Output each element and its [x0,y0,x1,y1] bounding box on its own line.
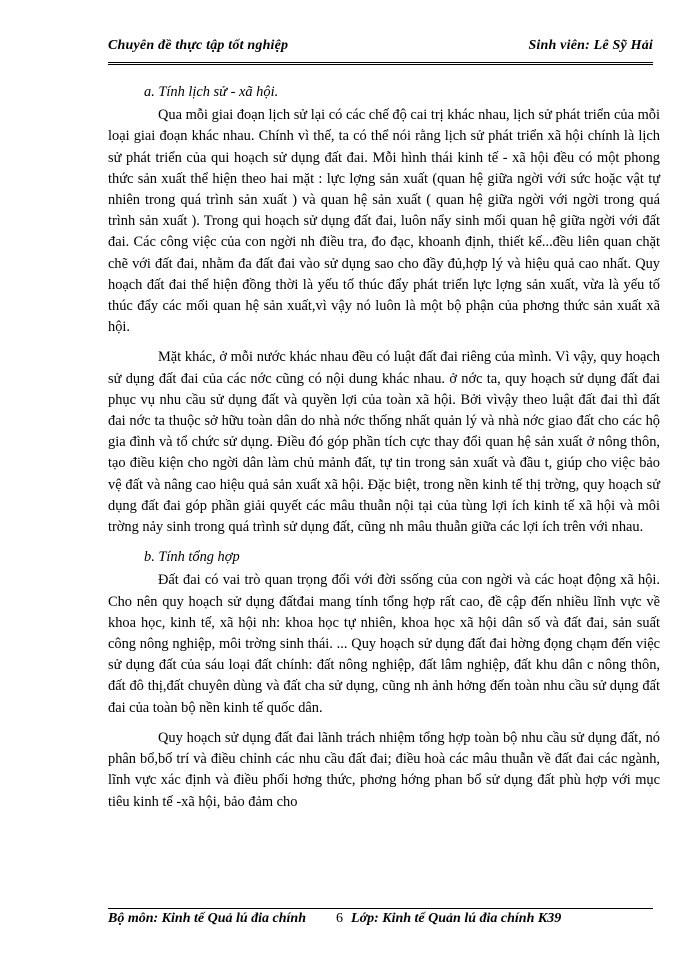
section-synthesis [108,547,660,812]
paragraph: Qua mỗi giai đoạn lịch sử lại có các chế độ cai trị khác nhau, lịch sử phát triển của mỗi loại giai đoạn khác nhau. Chính vì thế, ta có thể nói rằng lịch sử phát triển xã hội chính là lịch sử phát triển của qui hoạch sử dụng đất đai. Mỗi hình thái kinh tế - xã hội đều có một phong thức sản xuất thể hiện theo hai mặt : lực lợng sản xuất (quan hệ giữa ngời với sức hoặc vật tự nhiên trong quá trình sản xuất ) và quan hệ sản xuất ( quan hệ giữa ngời với ngời trong quá trình sản xuất ). Trong qui hoạch sử dụng đất đai, luôn nẩy sinh mối quan hệ giữa ngời với đất đai. Các công việc của con ngời nh điều tra, đo đạc, khoanh định, thiết kế...đều liên quan chặt chẽ với đất đai, nhằm đa đất đai vào sử dụng sao cho đầy đủ,hợp lý và hiệu quả cao nhất. Quy hoạch đất đai thể hiện đồng thời là yếu tố thúc đẩy phát triển lực lợng sản xuất, vừa là yếu tố thúc đẩy các mối quan hệ sản xuất,vì vậy nó luôn là một bộ phận của phơng thức sản xuất xã hội. [108,107,660,336]
paragraph: Quy hoạch sử dụng đất đai lãnh trách nhiệm tổng hợp toàn bộ nhu cầu sử dụng đất, nó phân bổ,bố trí và điều chỉnh các nhu cầu đất đai; điều hoà các mâu thuẫn về đất đai các ngành, lĩnh vực xác định và điều phối hơng thức, phơng hớng phan bổ sử dụng đất phù hợp với mục tiêu kinh tế -xã hội, bảo đảm cho [108,729,660,810]
page-footer [108,908,653,927]
paragraph: Đất đai có vai trò quan trọng đối với đời ssống của con ngời và các hoạt động xã hội. Cho nên quy hoạch sử dụng đấtđai mang tính tổng hợp rất cao, đề cập đến nhiều lĩnh vực về khoa học, kinh tế, xã hội nh: khoa học tự nhiên, khoa học xã hội dân số và đất đai, sản suất công nông nghiệp, môi trờng sinh thái. ... Quy hoạch sử dụng đất đai hờng đọng chạm đến việc sử dụng đất của sáu loại đất chính: đất nông nghiệp, đất lâm nghiệp, đất khu dân c nông thôn, đất đô thị,đất chuyên dùng và đất cha sử dụng, cũng nh ảnh hởng đến toàn nhu cầu sử dụng đất đai của toàn bộ nền kinh tế quốc dân. [108,572,660,716]
section-history-society [108,82,660,538]
paragraph: Mặt khác, ở mỗi nước khác nhau đều có luật đất đai riêng của mình. Vì vậy, quy hoạch sử dụng đất đai của các nớc cũng có nội dung khác nhau. ở nớc ta, quy hoạch sử dụng đất đai phục vụ nhu cầu sử dụng đất và quyền lợi của toàn xã hội. Bởi vìvậy theo luật đất đai thì đất đai nớc ta thuộc sở hữu toàn dân do nhà nớc thống nhất quản lý và nhà nớc giao đất cho các hộ gia đình và tổ chức sử dụng. Điều đó góp phần tích cực thay đổi quan hệ sản xuất ở nông thôn, tạo điều kiện cho ngời dân làm chủ mảnh đất, tự tin trong sản xuất và đầu t, giúp cho việc bảo vệ đất và nâng cao hiệu quả sản xuất xã hội. Đặc biệt, trong nền kinh tế thị trờng, quy hoạch sử dụng đất đai góp phần giải quyết các mâu thuẫn nội tại của tùng lợi ích kinh tế xã hội và môi trờng nảy sinh trong quá trình sử dụng đất, cũng nh mâu thuẫn giữa các lợi ích trên với nhau. [108,349,660,536]
section-heading: a. Tính lịch sử - xã hội. [144,84,279,100]
document-body [108,82,660,822]
footer-department: Bộ môn: Kinh tế Quả lú đia chính [108,911,307,926]
page-header [108,38,653,65]
header-title: Chuyên đề thực tập tốt nghiệp [108,38,289,53]
header-author: Sinh viên: Lê Sỹ Hải [528,38,653,53]
section-heading: b. Tính tổng hợp [144,549,240,566]
footer-class: Lớp: Kinh tế Quản lú đia chính K39 [351,911,562,926]
page-number: 6 [336,911,344,926]
